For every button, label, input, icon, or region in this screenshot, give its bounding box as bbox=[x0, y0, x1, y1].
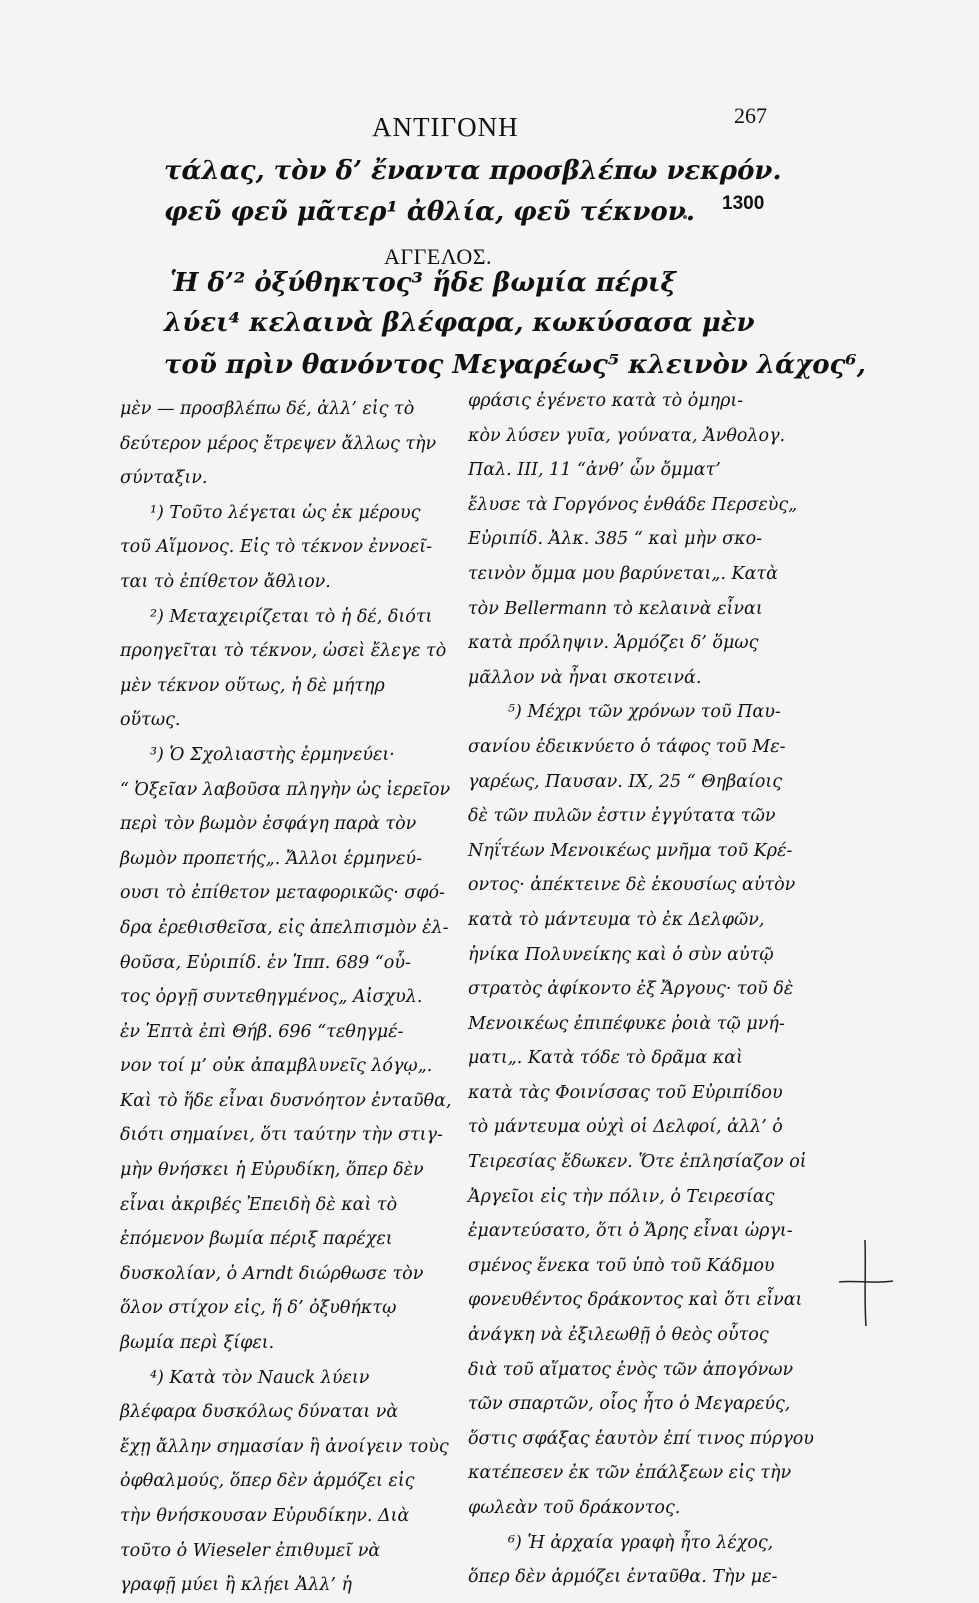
verse-line: τάλας, τὸν δ’ ἔναντα προσβλέπω νεκρόν. bbox=[164, 156, 782, 186]
verse-line: τοῦ πρὶν θανόντος Μεγαρέως⁵ κλεινὸν λάχος⁶, bbox=[164, 350, 866, 380]
note-line: κατὰ τὰς Φοινίσσας τοῦ Εὐριπίδου bbox=[468, 1082, 783, 1103]
note-line: στρατὸς ἀφίκοντο ἐξ Ἄργους· τοῦ δὲ bbox=[468, 979, 794, 1000]
note-line: ὅλον στίχον εἰς, ἥ δ’ ὀξυθήκτῳ bbox=[120, 1298, 397, 1319]
footnotes-right-column bbox=[468, 384, 814, 1595]
note-line: βλέφαρα δυσκόλως δύναται νὰ bbox=[120, 1402, 399, 1423]
verse-line-number: 1300 bbox=[722, 193, 765, 214]
note-line: τὸ μάντευμα οὐχὶ οἱ Δελφοί, ἀλλ’ ὁ bbox=[468, 1117, 783, 1138]
note-line: μὴν θνήσκει ἡ Εὐρυδίκη, ὅπερ δὲν bbox=[120, 1160, 424, 1181]
note-line: ⁵) Μέχρι τῶν χρόνων τοῦ Παυ- bbox=[508, 702, 781, 723]
note-line: Καὶ τὸ ἥδε εἶναι δυσνόητον ἐνταῦθα, bbox=[120, 1090, 452, 1111]
note-line: φωλεὰν τοῦ δράκοντος. bbox=[468, 1498, 681, 1518]
note-line: μὲν τέκνον οὕτως, ἡ δὲ μήτηρ bbox=[120, 675, 385, 696]
note-line: τῶν σπαρτῶν, οἷος ἦτο ὁ Μεγαρεύς, bbox=[468, 1394, 791, 1415]
note-line: ἑπόμενον βωμία πέριξ παρέχει bbox=[120, 1229, 393, 1250]
note-line: Μενοικέως ἐπιπέφυκε ῥοιὰ τῷ μνή- bbox=[468, 1013, 785, 1034]
speaker-heading: ΑΓΓΕΛΟΣ. bbox=[384, 244, 493, 269]
note-line: θοῦσα, Εὐριπίδ. ἐν Ἱππ. 689 “οὗ- bbox=[120, 952, 411, 973]
note-line: Ἀργεῖοι εἰς τὴν πόλιν, ὁ Τειρεσίας bbox=[468, 1186, 775, 1207]
note-line: “ Ὀξεῖαν λαβοῦσα πληγὴν ὡς ἱερεῖον bbox=[120, 779, 451, 800]
note-line: σμένος ἕνεκα τοῦ ὑπὸ τοῦ Κάδμου bbox=[468, 1255, 775, 1276]
note-line: Νηΐτέων Μενοικέως μνῆμα τοῦ Κρέ- bbox=[468, 840, 793, 861]
note-line: γραφῇ μύει ἢ κλῄει Ἀλλ’ ἡ bbox=[120, 1575, 353, 1596]
note-line: διὰ τοῦ αἵματος ἑνὸς τῶν ἀπογόνων bbox=[468, 1359, 794, 1380]
note-line: οντος· ἀπέκτεινε δὲ ἑκουσίως αὑτὸν bbox=[468, 875, 796, 896]
note-line: περὶ τὸν βωμὸν ἐσφάγη παρὰ τὸν bbox=[120, 814, 417, 835]
note-line: ὅστις σφάξας ἑαυτὸν ἐπί τινος πύργου bbox=[468, 1428, 814, 1449]
page-number: 267 bbox=[734, 103, 767, 128]
note-line: ἡνίκα Πολυνείκης καὶ ὁ σὺν αὐτῷ bbox=[468, 944, 774, 965]
verse-line: λύει⁴ κελαινὰ βλέφαρα, κωκύσασα μὲν bbox=[164, 308, 755, 338]
note-line: ἔλυσε τὰ Γοργόνος ἐνθάδε Περσεὺς„ bbox=[468, 494, 798, 515]
note-line: Παλ. III, 11 “ἀνθ’ ὧν ὄμματ’ bbox=[468, 460, 721, 481]
note-line: ⁶) Ἡ ἀρχαία γραφὴ ἦτο λέχος, bbox=[508, 1532, 774, 1553]
note-line: δρα ἐρεθισθεῖσα, εἰς ἀπελπισμὸν ἐλ- bbox=[120, 917, 449, 938]
note-line: φονευθέντος δράκοντος καὶ ὅτι εἶναι bbox=[468, 1290, 803, 1311]
note-line: βωμὸν προπετής„. Ἄλλοι ἑρμηνεύ- bbox=[120, 848, 422, 869]
note-line: τος ὀργῇ συντεθηγμένος„ Αἰσχυλ. bbox=[120, 987, 423, 1008]
note-line: ¹) Τοῦτο λέγεται ὡς ἐκ μέρους bbox=[150, 502, 421, 523]
note-line: Εὐριπίδ. Ἀλκ. 385 “ καὶ μὴν σκο- bbox=[468, 529, 763, 550]
running-title: ΑΝΤΙΓΟΝΗ bbox=[372, 112, 519, 142]
note-line: σανίου ἐδεικνύετο ὁ τάφος τοῦ Με- bbox=[468, 736, 786, 757]
note-line: σύνταξιν. bbox=[120, 468, 208, 489]
note-line: τὸν Bellermann τὸ κελαινὰ εἶναι bbox=[468, 598, 763, 619]
note-line: κατὰ τὸ μάντευμα τὸ ἐκ Δελφῶν, bbox=[468, 909, 765, 930]
verse-line: φεῦ φεῦ μᾶτερ¹ ἀθλία, φεῦ τέκνον. bbox=[164, 197, 695, 227]
note-line: κὸν λύσεν γυῖα, γούνατα, Ἀνθολογ. bbox=[468, 425, 786, 446]
note-line: δεύτερον μέρος ἔτρεψεν ἄλλως τὴν bbox=[120, 433, 437, 454]
note-line: διότι σημαίνει, ὅτι ταύτην τὴν στιγ- bbox=[120, 1125, 443, 1146]
note-line: γαρέως, Παυσαν. IX, 25 “ Θηβαίοις bbox=[468, 771, 783, 792]
note-line: τεινὸν ὄμμα μου βαρύνεται„. Κατὰ bbox=[468, 563, 778, 584]
note-line: μὲν — προσβλέπω δέ, ἀλλ’ εἰς τὸ bbox=[120, 399, 415, 419]
note-line: ²) Μεταχειρίζεται τὸ ἡ δέ, διότι bbox=[150, 606, 433, 627]
note-line: τοῦ Αἵμονος. Εἰς τὸ τέκνον ἐννοεῖ- bbox=[120, 537, 433, 558]
note-line: μᾶλλον νὰ ἦναι σκοτεινά. bbox=[468, 667, 702, 688]
note-line: κατὰ πρόληψιν. Ἁρμόζει δ’ ὅμως bbox=[468, 633, 759, 654]
note-line: οὕτως. bbox=[120, 710, 181, 731]
note-line: δὲ τῶν πυλῶν ἐστιν ἐγγύτατα τῶν bbox=[468, 806, 776, 827]
note-line: εἶναι ἀκριβές Ἐπειδὴ δὲ καὶ τὸ bbox=[120, 1194, 398, 1215]
note-line: κατέπεσεν ἐκ τῶν ἐπάλξεων εἰς τὴν bbox=[468, 1463, 792, 1484]
note-line: ουσι τὸ ἐπίθετον μεταφορικῶς· σφό- bbox=[120, 883, 445, 904]
note-line: ται τὸ ἐπίθετον ἄθλιον. bbox=[120, 571, 331, 592]
verse-line: Ἡ δ’² ὀξύθηκτος³ ἥδε βωμία πέριξ bbox=[170, 268, 676, 298]
note-line: ³) Ὁ Σχολιαστὴς ἑρμηνεύει· bbox=[150, 744, 395, 765]
note-line: ἐμαντεύσατο, ὅτι ὁ Ἄρης εἶναι ὠργι- bbox=[468, 1221, 793, 1242]
note-line: ματι„. Κατὰ τόδε τὸ δρᾶμα καὶ bbox=[468, 1048, 743, 1069]
note-line: νον τοί μ’ οὐκ ἀπαμβλυνεῖς λόγῳ„. bbox=[120, 1056, 433, 1077]
note-line: φράσις ἐγένετο κατὰ τὸ ὁμηρι- bbox=[468, 391, 744, 411]
pencil-cross-mark bbox=[835, 1238, 895, 1328]
note-line: Τειρεσίας ἔδωκεν. Ὅτε ἐπλησίαζον οἱ bbox=[468, 1152, 807, 1173]
note-line: ⁴) Κατὰ τὸν Nauck λύειν bbox=[150, 1367, 370, 1388]
note-line: ὅπερ δὲν ἁρμόζει ἐνταῦθα. Τὴν με- bbox=[468, 1567, 778, 1588]
note-line: ὀφθαλμούς, ὅπερ δὲν ἁρμόζει εἰς bbox=[120, 1471, 415, 1492]
note-line: δυσκολίαν, ὁ Arndt διώρθωσε τὸν bbox=[120, 1263, 424, 1284]
footnotes-left-column bbox=[120, 392, 456, 1603]
note-line: ἔχῃ ἄλλην σημασίαν ἢ ἀνοίγειν τοὺς bbox=[120, 1436, 449, 1457]
note-line: ἐν Ἑπτὰ ἐπὶ Θήβ. 696 “τεθηγμέ- bbox=[120, 1021, 404, 1042]
note-line: βωμία περὶ ξίφει. bbox=[120, 1333, 275, 1354]
note-line: τὴν θνήσκουσαν Εὐρυδίκην. Διὰ bbox=[120, 1506, 410, 1526]
note-line: ἀνάγκη νὰ ἐξιλεωθῇ ὁ θεὸς οὗτος bbox=[468, 1325, 769, 1346]
note-line: προηγεῖται τὸ τέκνον, ὡσεὶ ἔλεγε τὸ bbox=[120, 641, 447, 662]
note-line: τοῦτο ὁ Wieseler ἐπιθυμεῖ νὰ bbox=[120, 1540, 381, 1561]
